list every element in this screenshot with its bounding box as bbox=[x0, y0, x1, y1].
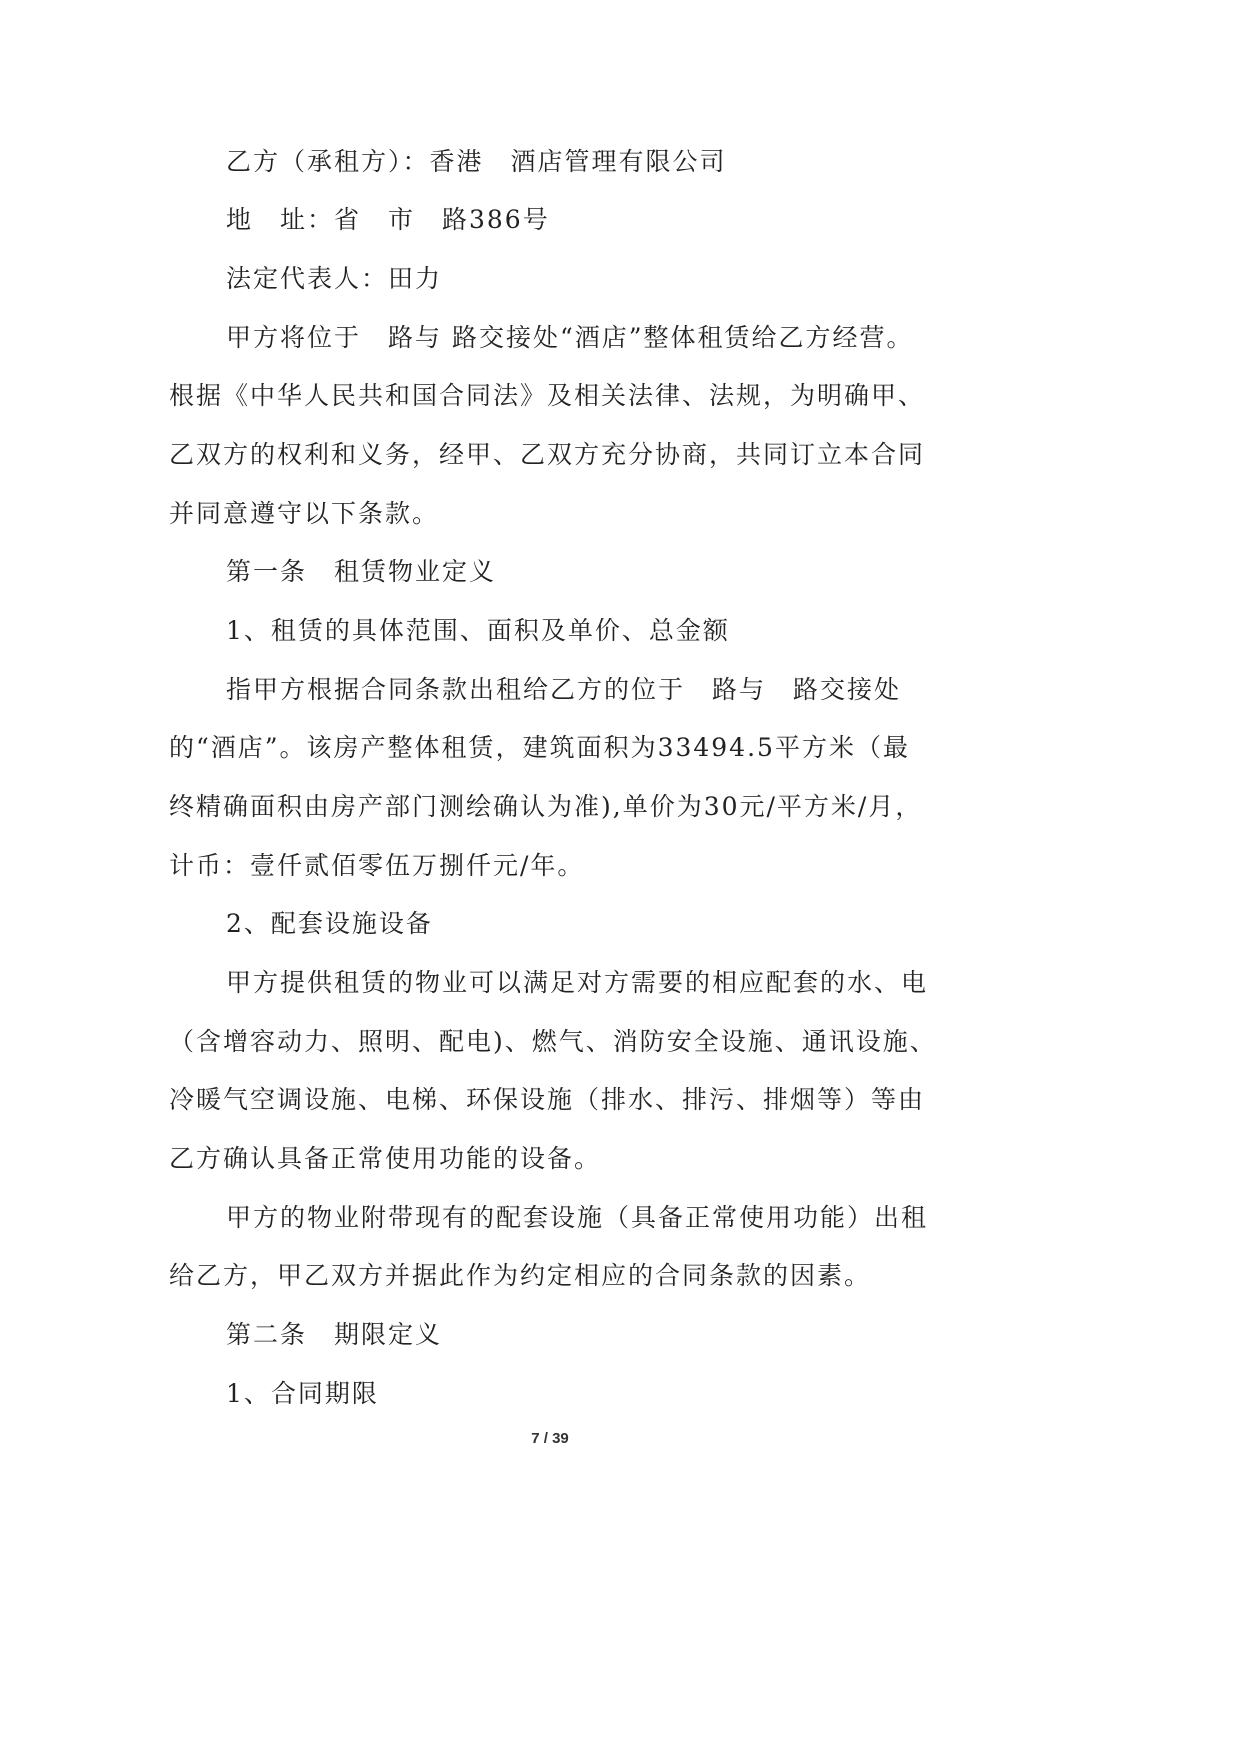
paragraph-line: 终精确面积由房产部门测绘确认为准),单价为30元/平方米/月， bbox=[169, 792, 923, 821]
paragraph-line: 并同意遵守以下条款。 bbox=[169, 499, 440, 528]
clause-heading: 1、合同期限 bbox=[226, 1379, 379, 1408]
legal-representative-line: 法定代表人：田力 bbox=[226, 264, 443, 293]
paragraph-line: 计币：壹仟贰佰零伍万捌仟元/年。 bbox=[169, 851, 585, 880]
paragraph-line: （含增容动力、照明、配电)、燃气、消防安全设施、通讯设施、 bbox=[169, 1027, 937, 1056]
page-number: 7 / 39 bbox=[531, 1430, 569, 1447]
article-heading: 第二条 期限定义 bbox=[226, 1320, 443, 1349]
clause-heading: 2、配套设施设备 bbox=[226, 909, 433, 938]
paragraph-line: 乙双方的权利和义务，经甲、乙双方充分协商，共同订立本合同 bbox=[169, 440, 926, 469]
clause-heading: 1、租赁的具体范围、面积及单价、总金额 bbox=[226, 616, 730, 645]
address-line: 地 址：省 市 路386号 bbox=[226, 205, 550, 234]
paragraph-line: 根据《中华人民共和国合同法》及相关法律、法规，为明确甲、 bbox=[169, 381, 926, 410]
paragraph-line: 给乙方，甲乙双方并据此作为约定相应的合同条款的因素。 bbox=[169, 1261, 872, 1290]
paragraph-line: 甲方将位于 路与 路交接处“酒店”整体租赁给乙方经营。 bbox=[226, 323, 914, 352]
paragraph-line: 的“酒店”。该房产整体租赁，建筑面积为33494.5平方米（最 bbox=[169, 733, 910, 762]
article-heading: 第一条 租赁物业定义 bbox=[226, 557, 497, 586]
paragraph-line: 甲方的物业附带现有的配套设施（具备正常使用功能）出租 bbox=[226, 1203, 929, 1232]
party-b-line: 乙方（承租方）：香港 酒店管理有限公司 bbox=[226, 147, 727, 176]
paragraph-line: 乙方确认具备正常使用功能的设备。 bbox=[169, 1144, 602, 1173]
paragraph-line: 甲方提供租赁的物业可以满足对方需要的相应配套的水、电 bbox=[226, 968, 929, 997]
paragraph-line: 冷暖气空调设施、电梯、环保设施（排水、排污、排烟等）等由 bbox=[169, 1085, 926, 1114]
paragraph-line: 指甲方根据合同条款出租给乙方的位于 路与 路交接处 bbox=[226, 675, 902, 704]
